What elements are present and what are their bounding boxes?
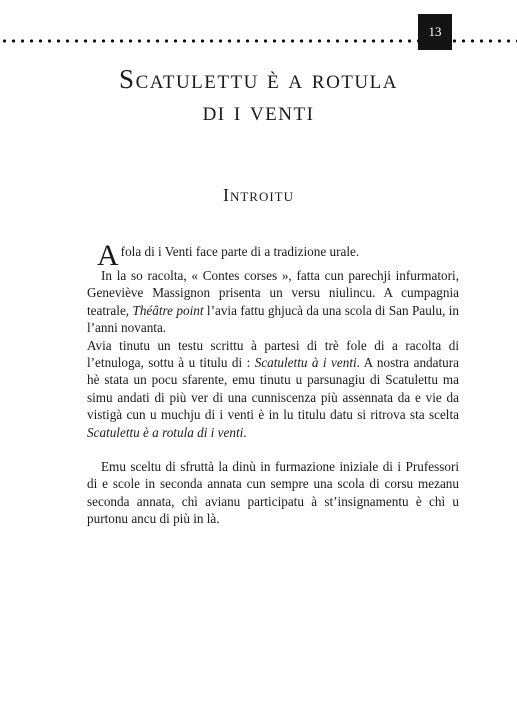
section-heading: Introitu [222,185,295,205]
title-line-1: Scatulettu è a rotula [119,64,398,94]
paragraph-1-text: fola di i Venti face parte di a tradizione urale. [120,244,360,259]
drop-cap: A [97,239,119,272]
paragraph-3-text-b: . A nostra andatura hè stata un pocu sfarente, emu tinutu u parsunagiu di Scatulettu ma simu andati di più ver di una cunniscenza più assennata da e vie da vistigà cun u muchju di i venti è in lu titulu datu si ritrova sta scelta [87,355,459,423]
body-text [87,239,459,528]
paragraph-2 [87,267,459,337]
paragraph-1 [87,239,459,272]
page-number: 13 [418,14,452,50]
paragraph-2-text-b: l’avia fattu ghjucà da una scola di San Paulu, in l’anni novanta. [87,302,459,336]
paragraph-2-italic: Théâtre point [132,302,204,318]
paragraph-3-italic-2: Scatulettu è a rotula di i venti [87,424,244,440]
paragraph-2-text-a: In la so racolta, « Contes corses », fatta cun parechji infurmatori, Geneviève Massignon prisenta un versu niulincu. A cumpagnia teatrale, [87,268,459,318]
paragraph-3-italic-1: Scatulettu à i venti [254,355,357,371]
paragraph-3-text-c: . [243,424,247,440]
paragraph-3 [87,337,459,441]
paragraph-4: Emu sceltu di sfruttà la dinù in furmazione iniziale di i Prufessori di e scole in seconda annata cun sempre una scola di corsu mezanu seconda annata, chì avianu participatu à st’insignamentu è chì u purtonu ancu di più in là. [87,459,459,527]
paragraph-3-text-a: Avia tinutu un testu scrittu à partesi di trè fole di a racolta di l’etnuloga, sottu à u titulu di : [87,337,459,371]
title-line-2: di i venti [202,96,315,126]
page-title [0,63,517,127]
